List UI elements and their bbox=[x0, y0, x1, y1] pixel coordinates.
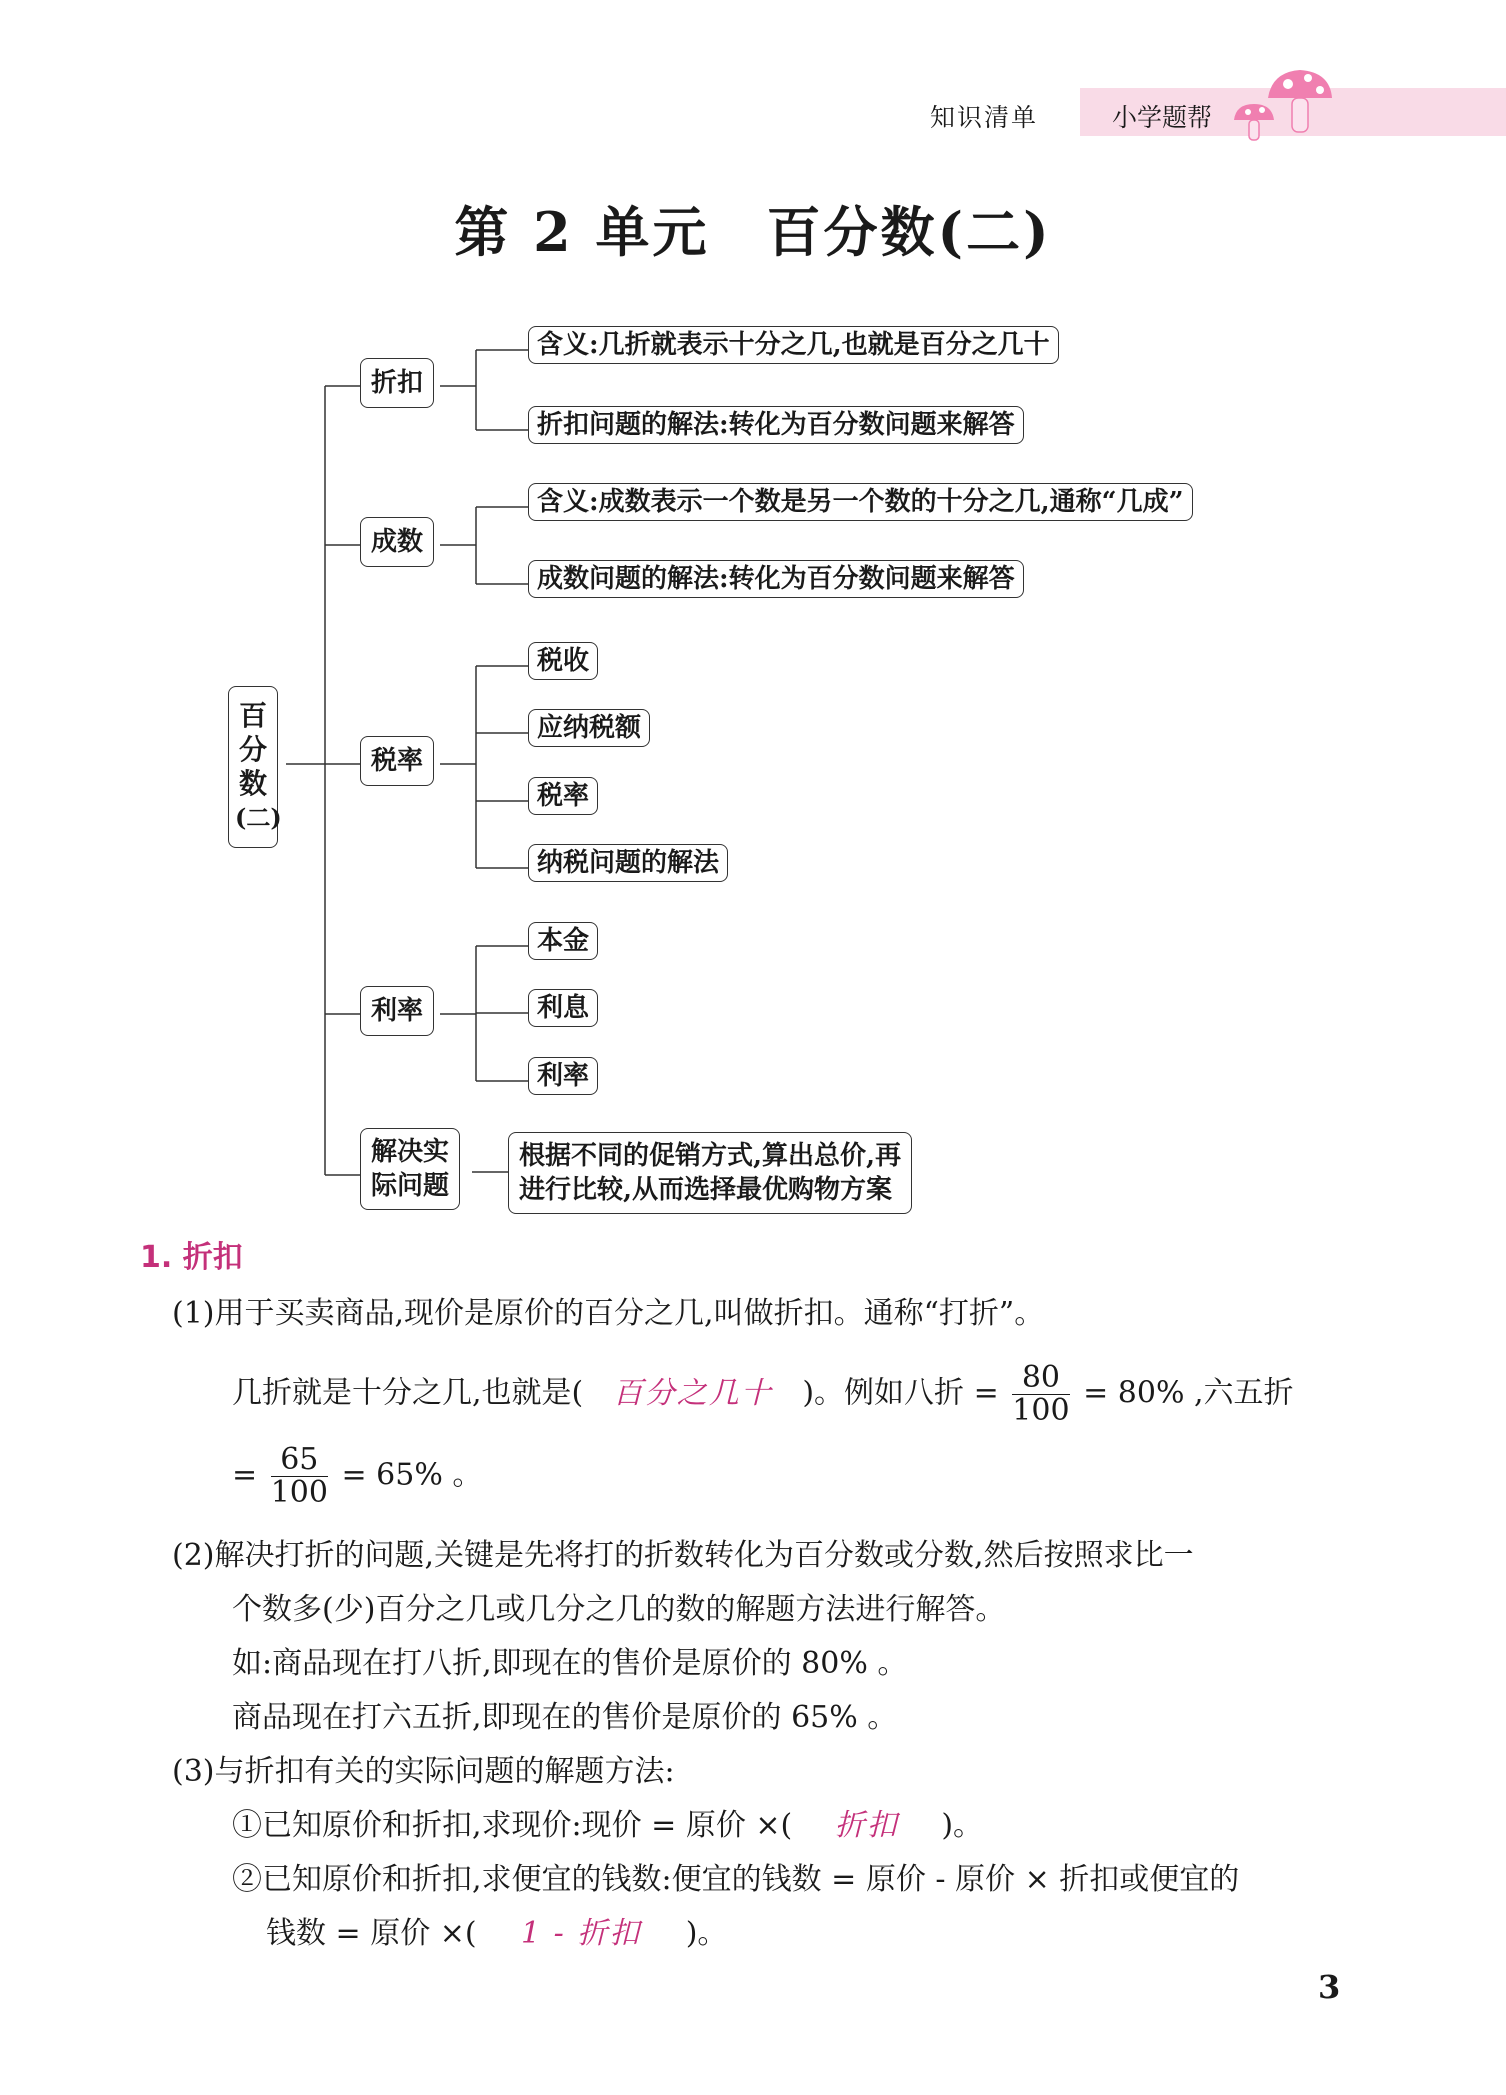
fraction-numerator: 80 bbox=[1012, 1362, 1069, 1395]
paragraph: (2)解决打折的问题,关键是先将打的折数转化为百分数或分数,然后按照求比一 bbox=[172, 1538, 1194, 1573]
node-zhekou: 折扣 bbox=[360, 358, 434, 408]
text-run: 钱数 = 原价 ×( bbox=[266, 1916, 477, 1951]
paragraph-fill-blank bbox=[266, 1914, 727, 1954]
text-run: )。 bbox=[685, 1916, 728, 1951]
root-char: 分 bbox=[238, 733, 267, 766]
leaf-zhekou-meaning: 含义:几折就表示十分之几,也就是百分之几十 bbox=[528, 326, 1059, 364]
text-run: )。 bbox=[941, 1808, 984, 1843]
leaf-lixi: 利息 bbox=[528, 989, 598, 1027]
leaf-chengshu-meaning: 含义:成数表示一个数是另一个数的十分之几,通称“几成” bbox=[528, 483, 1193, 521]
leaf-benjin: 本金 bbox=[528, 922, 598, 960]
text-run: = 80% ,六五折 bbox=[1083, 1375, 1294, 1411]
node-chengshu: 成数 bbox=[360, 517, 434, 567]
leaf-jiejue-line: 进行比较,从而选择最优购物方案 bbox=[519, 1175, 893, 1205]
text-run: 几折就是十分之几,也就是( bbox=[232, 1375, 584, 1411]
answer-text: 1 - 折扣 bbox=[520, 1916, 642, 1951]
answer-text: 百分之几十 bbox=[612, 1375, 773, 1411]
root-char: 数 bbox=[238, 767, 267, 800]
paragraph: 如:商品现在打八折,即现在的售价是原价的 80% 。 bbox=[232, 1646, 908, 1681]
paragraph: (3)与折扣有关的实际问题的解题方法: bbox=[172, 1754, 675, 1789]
fraction-numerator: 65 bbox=[271, 1444, 328, 1477]
paragraph: 商品现在打六五折,即现在的售价是原价的 65% 。 bbox=[232, 1700, 898, 1735]
text-run: = bbox=[232, 1457, 258, 1493]
node-jiejue-line: 际问题 bbox=[371, 1171, 450, 1201]
leaf-shuilv: 税率 bbox=[528, 777, 598, 815]
node-lilv: 利率 bbox=[360, 986, 434, 1036]
header-brand: 小学题帮 bbox=[1112, 103, 1213, 132]
answer-text: 折扣 bbox=[834, 1808, 899, 1843]
leaf-jiejue-desc bbox=[508, 1132, 912, 1214]
leaf-nashui-method: 纳税问题的解法 bbox=[528, 844, 728, 882]
leaf-yingna-shuie: 应纳税额 bbox=[528, 709, 650, 747]
fraction-denominator: 100 bbox=[270, 1475, 328, 1510]
fraction bbox=[1012, 1362, 1069, 1427]
leaf-lilv: 利率 bbox=[528, 1057, 598, 1095]
paragraph: (1)用于买卖商品,现价是原价的百分之几,叫做折扣。通称“打折”。 bbox=[172, 1296, 1045, 1331]
header-section-title: 知识清单 bbox=[930, 103, 1039, 132]
leaf-chengshu-method: 成数问题的解法:转化为百分数问题来解答 bbox=[528, 560, 1024, 598]
paragraph: 个数多(少)百分之几或几分之几的数的解题方法进行解答。 bbox=[232, 1592, 1006, 1627]
text-run: ①已知原价和折扣,求现价:现价 = 原价 ×( bbox=[232, 1808, 793, 1843]
leaf-zhekou-method: 折扣问题的解法:转化为百分数问题来解答 bbox=[528, 406, 1024, 444]
paragraph-fill-blank bbox=[232, 1362, 1294, 1427]
leaf-shuishou: 税收 bbox=[528, 642, 598, 680]
section-heading: 1. 折扣 bbox=[140, 1240, 243, 1275]
mindmap-root bbox=[228, 686, 282, 848]
node-jiejue-line: 解决实 bbox=[371, 1137, 450, 1167]
page-number: 3 bbox=[1318, 1968, 1341, 2006]
root-char: 百 bbox=[238, 699, 267, 732]
leaf-jiejue-line: 根据不同的促销方式,算出总价,再 bbox=[519, 1141, 902, 1171]
page-title: 第 2 单元 百分数(二) bbox=[454, 200, 1052, 264]
node-shuilv: 税率 bbox=[360, 736, 434, 786]
paragraph-fraction bbox=[232, 1444, 482, 1509]
text-run: = 65% 。 bbox=[341, 1457, 483, 1493]
root-char: (二) bbox=[235, 803, 282, 832]
paragraph-fill-blank bbox=[232, 1806, 983, 1846]
node-jiejue bbox=[360, 1128, 460, 1210]
fraction-denominator: 100 bbox=[1012, 1393, 1070, 1428]
paragraph: ②已知原价和折扣,求便宜的钱数:便宜的钱数 = 原价 - 原价 × 折扣或便宜的 bbox=[232, 1862, 1240, 1897]
fraction bbox=[271, 1444, 328, 1509]
text-run: )。例如八折 = bbox=[802, 1375, 999, 1411]
